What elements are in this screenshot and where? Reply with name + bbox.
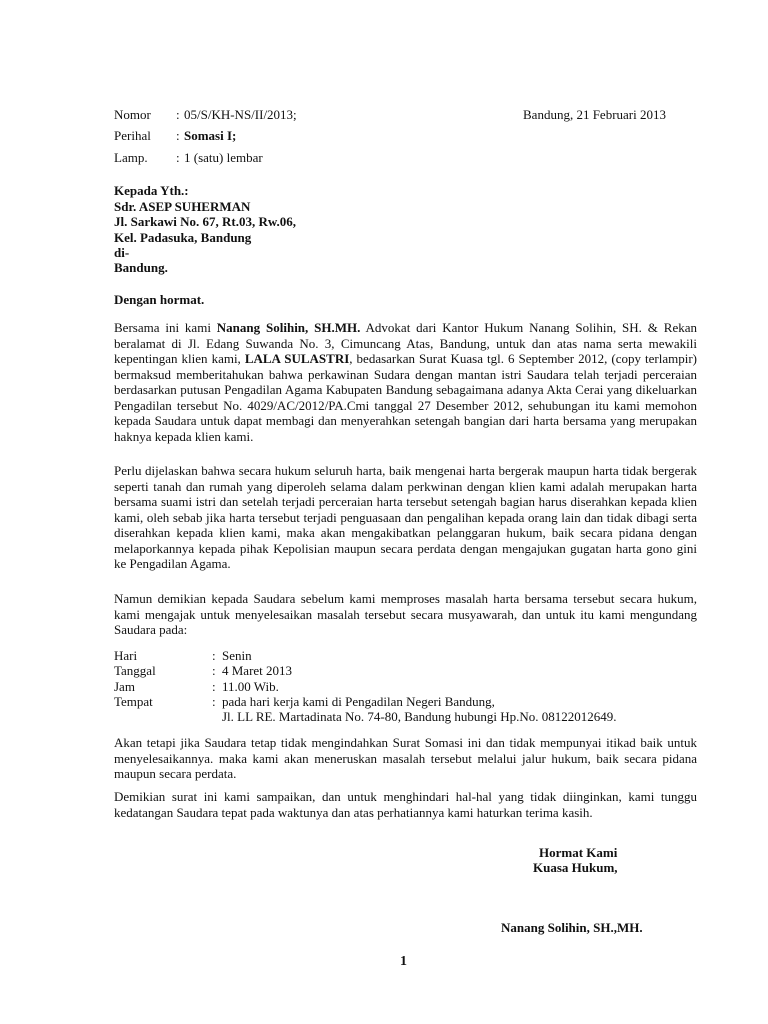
jam-label: Jam [114,679,135,694]
jam-value: 11.00 Wib. [222,679,279,694]
tempat-value-2: Jl. LL RE. Martadinata No. 74-80, Bandung hubungi Hp.No. 08122012649. [222,709,617,724]
lamp-row [114,150,263,166]
colon: : [176,128,180,143]
tanggal-label: Tanggal [114,663,156,678]
schedule-jam [114,679,279,695]
recipient-di: di- [114,245,130,260]
recipient-name: Sdr. ASEP SUHERMAN [114,199,251,214]
perihal-row [114,128,236,144]
tempat-label: Tempat [114,694,153,709]
paragraph-2: Perlu dijelaskan bahwa secara hukum seluruh harta, baik mengenai harta bergerak maupun harta tidak bergerak seperti tanah dan rumah yang diperoleh selama dalam perkwinan dengan klien kami adalah merupakan harta bersama suami istri dan setelah terjadi perceraian harta tersebut setengah bagian harus diserahkan kepada klien kami, oleh sebab jika harta tersebut terjadi penguasaan dan pengalihan kepada orang lain dan tidak dibagi serta diserahkan kepada klien kami, maka akan mengakibatkan pelanggaran hukum, baik secara pidana dengan melaporkannya kepada pihak Kepolisian maupun secara perdata dengan mengajukan gugatan harta gono gini ke Pengadilan Agama. [114,463,697,571]
recipient-line-1: Kepada Yth.: [114,183,189,198]
tanggal-value: 4 Maret 2013 [222,663,293,678]
paragraph-1-text-a: Bersama ini kami [114,320,217,335]
colon: : [212,663,216,678]
paragraph-1-text-c: , bedasarkan Surat Kuasa tgl. 6 September 2012, (copy terlampir) bermaksud memberitahukan bahwa perkawinan Sudara dengan mantan istri Saudara telah terjadi perceraian berdasarkan putusan Pengadilan Agama Kabupaten Bandung sebagaimana adanya Akta Cerai yang dikeluarkan Pengadilan tersebut No. 4029/AC/2012/PA.Cmi tanggal 27 Desember 2012, sehubungan itu kami memohon kepada Saudara untuk dapat membagi dan menyerahkan setengah bangian dari harta bersama yang merupakan haknya kepada klien kami. [114,351,697,444]
signatory-name: Nanang Solihin, SH.,MH. [501,920,643,935]
schedule-hari [114,648,252,664]
place-date: Bandung, 21 Februari 2013 [523,107,666,122]
greeting: Dengan hormat. [114,292,205,307]
colon: : [176,150,180,165]
perihal-label: Perihal [114,128,151,143]
colon: : [212,694,216,709]
schedule-tanggal [114,663,292,679]
closing-kuasa: Kuasa Hukum, [533,860,618,875]
client-name: LALA SULASTRI [244,351,350,366]
paragraph-5: Demikian surat ini kami sampaikan, dan untuk menghindari hal-hal yang tidak diinginkan, kami tunggu kedatangan Saudara tepat pada waktunya dan atas perhatiannya kami haturkan terima kasih. [114,789,697,820]
closing-hormat: Hormat Kami [539,845,618,860]
paragraph-1-text-b: Advokat dari Kantor Hukum Nanang Solihin, SH. & Rekan beralamat di Jl. Edang Suwanda No. 3, Cimuncang Atas, Bandung, untuk dan atas nama serta mewakili kepentingan klien kami, [114,320,697,366]
colon: : [176,107,180,122]
hari-label: Hari [114,648,138,663]
nomor-row [114,107,297,123]
nomor-value: 05/S/KH-NS/II/2013; [184,107,297,122]
paragraph-1 [114,320,697,444]
advocate-name: Nanang Solihin, SH.MH. [216,320,361,335]
recipient-kelurahan: Kel. Padasuka, Bandung [114,230,252,245]
lamp-label: Lamp. [114,150,148,165]
perihal-value: Somasi I; [184,128,237,143]
nomor-label: Nomor [114,107,151,122]
schedule-tempat [114,694,495,710]
paragraph-3: Namun demikian kepada Saudara sebelum kami memproses masalah harta bersama tersebut secara hukum, kami mengajak untuk menyelesaikan masalah tersebut secara musyawarah, dan untuk itu kami mengundang Saudara pada: [114,591,697,637]
lamp-value: 1 (satu) lembar [184,150,263,165]
page-number: 1 [400,954,407,969]
tempat-value-1: pada hari kerja kami di Pengadilan Negeri Bandung, [222,694,495,709]
colon: : [212,679,216,694]
hari-value: Senin [222,648,252,663]
recipient-city: Bandung. [114,260,168,275]
recipient-address: Jl. Sarkawi No. 67, Rt.03, Rw.06, [114,214,297,229]
paragraph-4: Akan tetapi jika Saudara tetap tidak mengindahkan Surat Somasi ini dan tidak mempunyai itikad baik untuk menyelesaikannya. maka kami akan meneruskan masalah tersebut melalui jalur hukum, baik secara pidana maupun secara perdata. [114,735,697,781]
colon: : [212,648,216,663]
